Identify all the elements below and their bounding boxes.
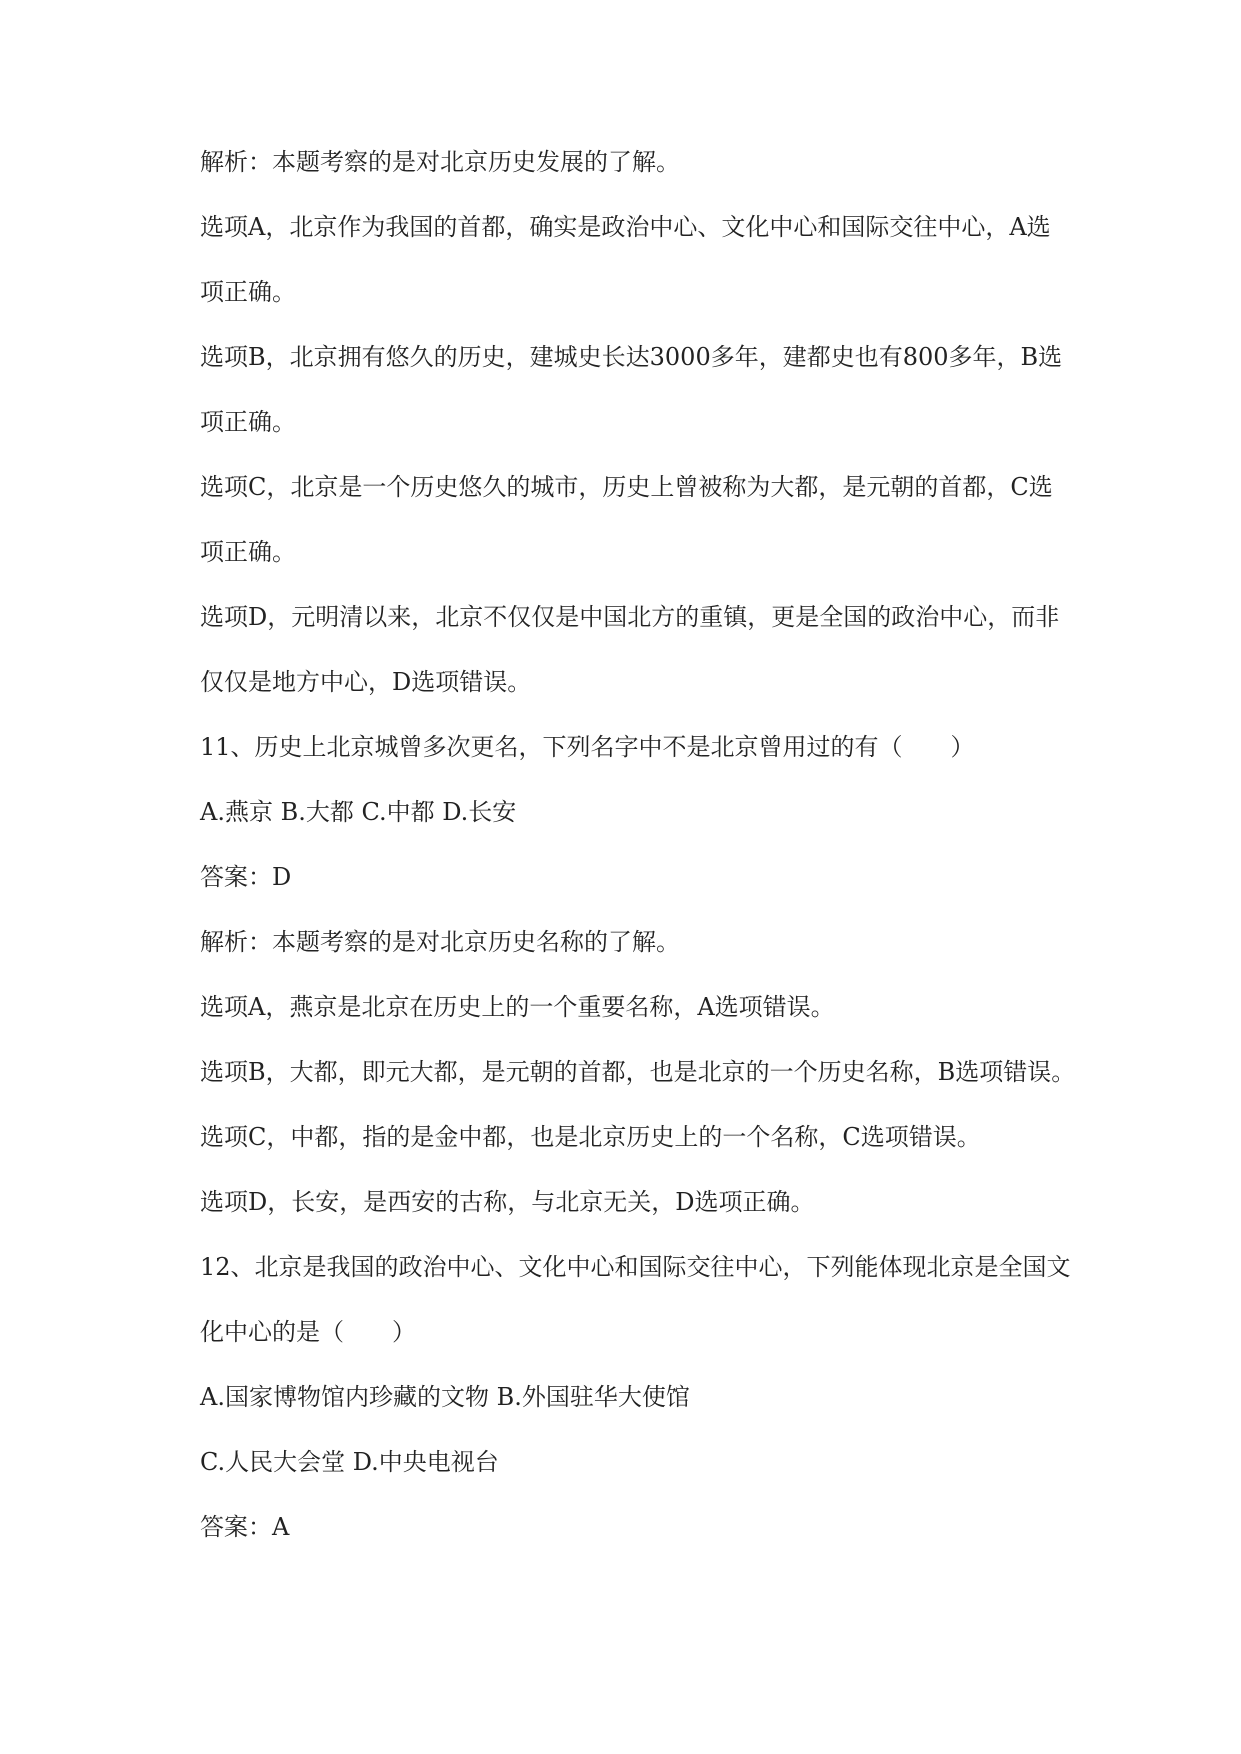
option-c-explanation-q10-line2: 项正确。 xyxy=(200,538,296,566)
option-c-explanation-q10-line1: 选项C，北京是一个历史悠久的城市，历史上曾被称为大都，是元朝的首都，C选 xyxy=(200,473,1053,501)
option-a-explanation-q11: 选项A，燕京是北京在历史上的一个重要名称，A选项错误。 xyxy=(200,993,835,1021)
document-body xyxy=(200,142,1080,1572)
option-c-explanation-q11: 选项C，中都，指的是金中都，也是北京历史上的一个名称，C选项错误。 xyxy=(200,1123,981,1151)
option-a-explanation-q10-line2: 项正确。 xyxy=(200,278,296,306)
question-11-options: A.燕京 B.大都 C.中都 D.长安 xyxy=(200,798,517,826)
analysis-heading-q10: 解析：本题考察的是对北京历史发展的了解。 xyxy=(200,148,680,176)
option-d-explanation-q10-line2: 仅仅是地方中心，D选项错误。 xyxy=(200,668,532,696)
option-d-explanation-q11: 选项D，长安，是西安的古称，与北京无关，D选项正确。 xyxy=(200,1188,815,1216)
analysis-heading-q11: 解析：本题考察的是对北京历史名称的了解。 xyxy=(200,928,680,956)
answer-q12: 答案：A xyxy=(200,1513,290,1541)
option-b-explanation-q10-line1: 选项B，北京拥有悠久的历史，建城史长达3000多年，建都史也有800多年，B选 xyxy=(200,343,1063,371)
option-b-explanation-q10-line2: 项正确。 xyxy=(200,408,296,436)
question-12-options-cd: C.人民大会堂 D.中央电视台 xyxy=(200,1448,499,1476)
question-12-options-ab: A.国家博物馆内珍藏的文物 B.外国驻华大使馆 xyxy=(200,1383,690,1411)
option-a-explanation-q10-line1: 选项A，北京作为我国的首都，确实是政治中心、文化中心和国际交往中心，A选 xyxy=(200,213,1051,241)
answer-q11: 答案：D xyxy=(200,863,292,891)
question-12-line2: 化中心的是（ ） xyxy=(200,1318,416,1346)
option-b-explanation-q11: 选项B，大都，即元大都，是元朝的首都，也是北京的一个历史名称，B选项错误。 xyxy=(200,1058,1076,1086)
question-12-line1: 12、北京是我国的政治中心、文化中心和国际交往中心，下列能体现北京是全国文 xyxy=(200,1253,1071,1281)
option-d-explanation-q10-line1: 选项D，元明清以来，北京不仅仅是中国北方的重镇，更是全国的政治中心，而非 xyxy=(200,603,1060,631)
question-11: 11、历史上北京城曾多次更名，下列名字中不是北京曾用过的有（ ） xyxy=(200,733,975,761)
